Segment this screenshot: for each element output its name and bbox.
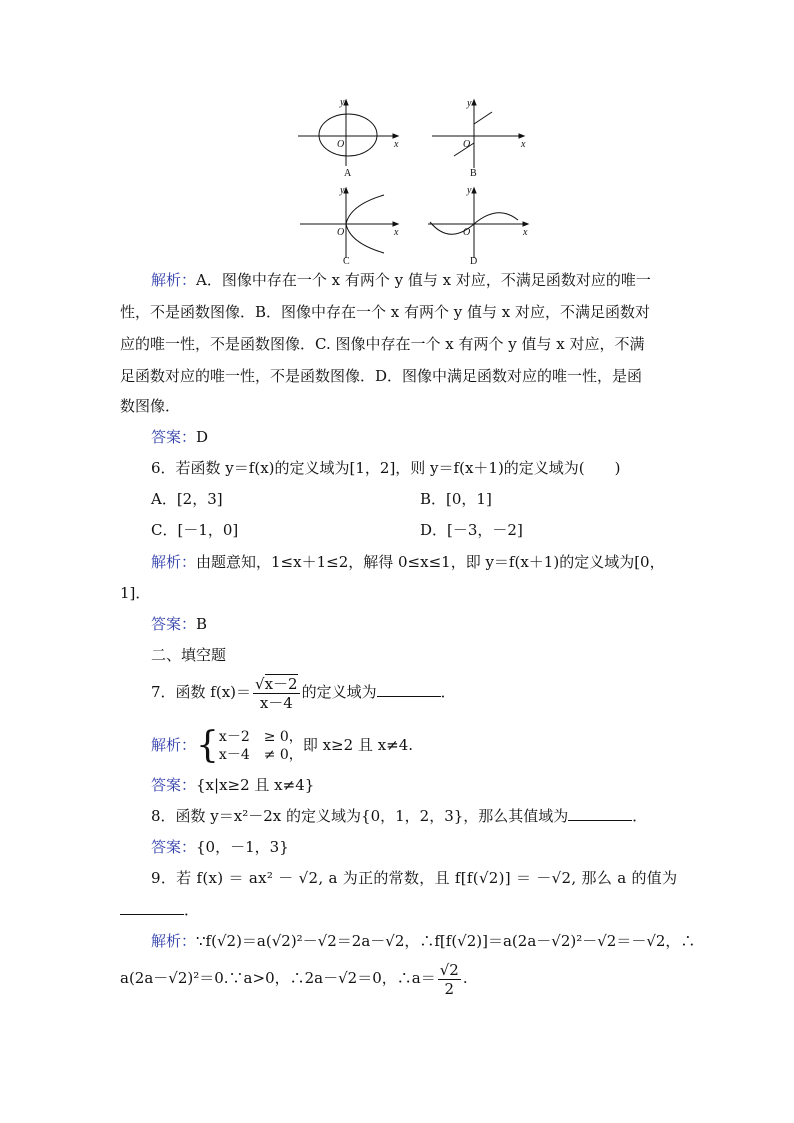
q5-analysis-line-3: 应的唯一性，不是函数图像．C. 图像中存在一个 x 有两个 y 值与 x 对应，不满	[120, 335, 645, 353]
graph-a	[298, 100, 398, 166]
q9-result-numerator: √2	[439, 960, 459, 979]
q6-answer	[151, 614, 207, 634]
q6-stem: 6．若函数 y＝f(x)的定义域为[1，2]，则 y＝f(x＋1)的定义域为( )	[151, 459, 621, 477]
q7-fraction-denominator: x－4	[259, 693, 293, 712]
section-title: 二、填空题	[151, 646, 227, 664]
q9-result-fraction	[438, 961, 461, 998]
q7-system	[219, 728, 303, 764]
q7-numerator-radicand: x－2	[264, 674, 298, 693]
q7-stem-end: ．	[440, 683, 456, 701]
q6-answer-value: B	[196, 615, 208, 633]
q9-stem-end: ．	[184, 901, 200, 919]
q8-answer-value: {0，－1，3}	[196, 838, 289, 856]
graph-label-d: D	[470, 256, 478, 267]
q7-answer-label: 答案：	[151, 776, 197, 794]
axis-y-label-b: y	[467, 98, 472, 109]
q5-analysis-text-1: A．图像中存在一个 x 有两个 y 值与 x 对应，不满足函数对应的唯一	[196, 271, 651, 289]
q5-answer-label: 答案：	[151, 428, 197, 446]
q9-analysis-text-2: a(2a－√2)²＝0.∵a>0，∴2a－√2＝0，∴a＝	[120, 969, 436, 987]
graph-label-b: B	[470, 168, 477, 179]
q8-answer-blank	[568, 806, 632, 821]
q7-answer-blank	[377, 682, 441, 697]
axis-x-label-b: x	[521, 139, 526, 150]
q6-option-c: C．[－1，0]	[151, 521, 239, 539]
graph-c	[300, 188, 398, 258]
axis-x-label-a: x	[394, 139, 399, 150]
q5-answer	[151, 427, 208, 447]
origin-label-b: O	[463, 139, 471, 150]
q6-analysis-text-1: 由题意知，1≤x＋1≤2，解得 0≤x≤1，即 y＝f(x＋1)的定义域为[0，	[196, 553, 665, 571]
q5-answer-value: D	[196, 428, 209, 446]
origin-label-a: O	[337, 139, 345, 150]
q7-analysis-label: 解析：	[151, 736, 197, 754]
q6-analysis-line-2: 1]．	[120, 584, 151, 602]
q9-stem-line-2	[120, 900, 199, 920]
q5-analysis-line-1	[151, 270, 651, 290]
q8-answer-label: 答案：	[151, 838, 197, 856]
q7-system-row-2: x－4 ≠ 0，	[218, 747, 303, 763]
q7-stem	[151, 672, 456, 716]
q6-option-d: D．[－3，－2]	[420, 521, 523, 539]
origin-label-d: O	[463, 227, 471, 238]
q6-analysis-line-1	[151, 552, 665, 572]
left-brace: {	[196, 725, 219, 766]
q9-result-denominator: 2	[444, 979, 455, 998]
axis-x-label-c: x	[394, 227, 399, 238]
q9-analysis-line-1	[151, 931, 695, 951]
graph-label-c: C	[343, 256, 350, 267]
graph-d	[428, 188, 528, 258]
q8-stem-text: 8．函数 y＝x²－2x 的定义域为{0，1，2，3}，那么其值域为	[151, 807, 569, 825]
q7-answer-value: {x|x≥2 且 x≠4}	[196, 776, 315, 794]
q5-analysis-label: 解析：	[151, 271, 197, 289]
q6-answer-label: 答案：	[151, 615, 197, 633]
graph-label-a: A	[344, 168, 352, 179]
graphs-figure	[0, 0, 794, 270]
axis-y-label-a: y	[340, 97, 345, 108]
q7-system-row-1: x－2 ≥ 0，	[218, 729, 303, 745]
q7-fraction-numerator: √x－2	[255, 674, 298, 693]
q6-option-b: B．[0，1]	[420, 490, 492, 508]
q7-fraction	[253, 675, 300, 712]
axis-y-label-c: y	[340, 185, 345, 196]
q9-analysis-label: 解析：	[151, 932, 197, 950]
q5-analysis-line-2: 性，不是函数图像．B．图像中存在一个 x 有两个 y 值与 x 对应，不满足函数对	[120, 303, 651, 321]
q8-answer	[151, 837, 289, 857]
q8-stem-end: ．	[632, 807, 648, 825]
q7-analysis	[151, 725, 413, 765]
graph-b	[432, 100, 524, 168]
q7-analysis-tail: 即 x≥2 且 x≠4.	[302, 736, 414, 754]
q9-answer-blank	[120, 900, 184, 915]
q5-analysis-line-4: 足函数对应的唯一性，不是函数图像．D．图像中满足函数对应的唯一性，是函	[120, 367, 643, 385]
axis-x-label-d: x	[523, 227, 528, 238]
axis-y-label-d: y	[467, 185, 472, 196]
q7-answer	[151, 775, 314, 795]
q9-analysis-line-2	[120, 958, 468, 1002]
q6-analysis-label: 解析：	[151, 553, 197, 571]
q9-result-end: .	[462, 969, 468, 987]
q5-analysis-line-5: 数图像．	[120, 397, 181, 415]
q7-stem-suffix: 的定义域为	[301, 683, 377, 701]
q7-stem-prefix: 7．函数 f(x)＝	[151, 683, 252, 701]
q8-stem	[151, 806, 647, 826]
q6-option-a: A．[2，3]	[151, 490, 223, 508]
q9-stem: 9．若 f(x) ＝ ax² － √2, a 为正的常数，且 f[f(√2)] ＝ －√2, 那么 a 的值为	[151, 869, 678, 887]
q9-analysis-text-1: ∵f(√2)＝a(√2)²－√2＝2a－√2，∴f[f(√2)]＝a(2a－√2)²－√2＝－√2，∴	[196, 932, 696, 950]
origin-label-c: O	[337, 227, 345, 238]
